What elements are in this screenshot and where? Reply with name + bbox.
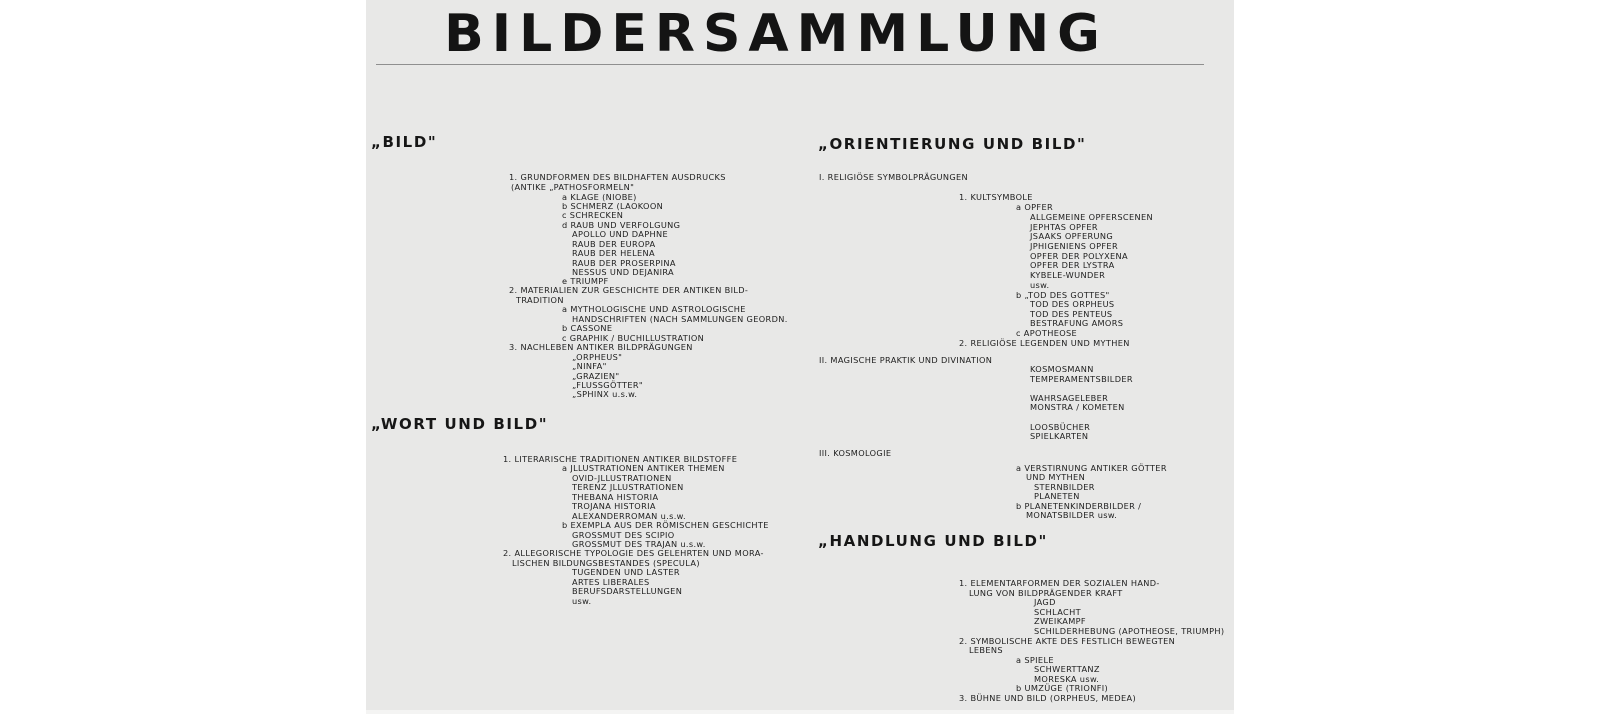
outline-item: THEBANA HISTORIA [572, 492, 659, 502]
outline-item: e TRIUMPF [562, 276, 609, 286]
section-heading: „WORT UND BILD" [371, 415, 549, 433]
outline-item: 3. NACHLEBEN ANTIKER BILDPRÄGUNGEN [509, 342, 693, 352]
outline-item: „NINFA" [572, 361, 607, 371]
outline-item: 3. BÜHNE UND BILD (ORPHEUS, MEDEA) [959, 693, 1137, 703]
outline-item: 1. KULTSYMBOLE [959, 192, 1033, 202]
outline-item: b PLANETENKINDERBILDER / [1016, 501, 1142, 511]
outline-item: II. MAGISCHE PRAKTIK UND DIVINATION [819, 355, 993, 365]
outline-item: usw. [1030, 280, 1050, 290]
outline-item: b SCHMERZ (LAOKOON [562, 201, 664, 211]
outline-item: GROSSMUT DES SCIPIO [572, 530, 675, 540]
outline-item: 1. GRUNDFORMEN DES BILDHAFTEN AUSDRUCKS [509, 172, 726, 182]
outline-item: „SPHINX u.s.w. [572, 389, 638, 399]
outline-item: TRADITION [516, 295, 564, 305]
plate-bottom-edge [366, 710, 1234, 714]
title-rule [376, 64, 1204, 65]
outline-item: b CASSONE [562, 323, 613, 333]
outline-item: TROJANA HISTORIA [572, 501, 656, 511]
page-title: BILDERSAMMLUNG [444, 4, 1108, 64]
outline-item: OVID-JLLUSTRATIONEN [572, 473, 672, 483]
outline-item: b EXEMPLA AUS DER RÖMISCHEN GESCHICHTE [562, 520, 769, 530]
outline-item: TERENZ JLLUSTRATIONEN [572, 482, 684, 492]
outline-item: usw. [572, 596, 592, 606]
outline-item: ARTES LIBERALES [572, 577, 650, 587]
outline-item: JEPHTAS OPFER [1030, 222, 1098, 232]
outline-item: 1. ELEMENTARFORMEN DER SOZIALEN HAND- [959, 578, 1160, 588]
outline-item: TEMPERAMENTSBILDER [1030, 374, 1133, 384]
document-plate [366, 0, 1234, 714]
outline-item: c GRAPHIK / BUCHILLUSTRATION [562, 333, 705, 343]
outline-item: TUGENDEN UND LASTER [572, 567, 680, 577]
outline-item: KOSMOSMANN [1030, 364, 1094, 374]
outline-item: SCHLACHT [1034, 607, 1081, 617]
outline-item: MONATSBILDER usw. [1026, 510, 1118, 520]
outline-item: d RAUB UND VERFOLGUNG [562, 220, 681, 230]
outline-item: 2. SYMBOLISCHE AKTE DES FESTLICH BEWEGTEN [959, 636, 1176, 646]
outline-item: UND MYTHEN [1026, 472, 1086, 482]
outline-item: ALEXANDERROMAN u.s.w. [572, 511, 686, 521]
outline-item: TOD DES ORPHEUS [1030, 299, 1115, 309]
outline-item: c SCHRECKEN [562, 210, 624, 220]
outline-item: I. RELIGIÖSE SYMBOLPRÄGUNGEN [819, 172, 969, 182]
outline-item: JSAAKS OPFERUNG [1030, 231, 1114, 241]
outline-item: MORESKA usw. [1034, 674, 1100, 684]
outline-item: JPHIGENIENS OPFER [1030, 241, 1118, 251]
outline-item: III. KOSMOLOGIE [819, 448, 892, 458]
outline-item: „GRAZIEN" [572, 371, 620, 381]
outline-item: b „TOD DES GOTTES" [1016, 290, 1110, 300]
outline-item: b UMZÜGE (TRIONFI) [1016, 683, 1109, 693]
outline-item: JAGD [1034, 597, 1056, 607]
outline-item: a SPIELE [1016, 655, 1054, 665]
outline-item: (ANTIKE „PATHOSFORMELN" [511, 182, 635, 192]
outline-item: SPIELKARTEN [1030, 431, 1089, 441]
outline-item: OPFER DER POLYXENA [1030, 251, 1128, 261]
section-heading: „HANDLUNG UND BILD" [818, 532, 1048, 550]
outline-item: TOD DES PENTEUS [1030, 309, 1113, 319]
section-heading: „BILD" [371, 133, 438, 151]
section-heading: „ORIENTIERUNG UND BILD" [818, 135, 1087, 153]
outline-item: SCHWERTTANZ [1034, 664, 1100, 674]
outline-item: c APOTHEOSE [1016, 328, 1078, 338]
outline-item: 2. ALLEGORISCHE TYPOLOGIE DES GELEHRTEN UND MORA- [503, 548, 764, 558]
outline-item: STERNBILDER [1034, 482, 1095, 492]
outline-item: RAUB DER HELENA [572, 248, 655, 258]
outline-item: BESTRAFUNG AMORS [1030, 318, 1124, 328]
outline-item: RAUB DER EUROPA [572, 239, 656, 249]
outline-item: a KLAGE (NIOBE) [562, 192, 637, 202]
outline-item: „FLUSSGÖTTER" [572, 380, 644, 390]
outline-item: a JLLUSTRATIONEN ANTIKER THEMEN [562, 463, 725, 473]
outline-item: a MYTHOLOGISCHE UND ASTROLOGISCHE [562, 304, 746, 314]
outline-item: LOOSBÜCHER [1030, 422, 1091, 432]
outline-item: a VERSTIRNUNG ANTIKER GÖTTER [1016, 463, 1167, 473]
outline-item: NESSUS UND DEJANIRA [572, 267, 675, 277]
outline-item: LEBENS [969, 645, 1003, 655]
outline-item: KYBELE-WUNDER [1030, 270, 1106, 280]
outline-item: 2. RELIGIÖSE LEGENDEN UND MYTHEN [959, 338, 1130, 348]
outline-item: a OPFER [1016, 202, 1054, 212]
outline-item: SCHILDERHEBUNG (APOTHEOSE, TRIUMPH) [1034, 626, 1225, 636]
outline-item: 1. LITERARISCHE TRADITIONEN ANTIKER BILDSTOFFE [503, 454, 738, 464]
outline-item: WAHRSAGELEBER [1030, 393, 1109, 403]
outline-item: HANDSCHRIFTEN (NACH SAMMLUNGEN GEORDN. [572, 314, 788, 324]
outline-item: LUNG VON BILDPRÄGENDER KRAFT [969, 588, 1123, 598]
outline-item: MONSTRA / KOMETEN [1030, 402, 1125, 412]
outline-item: „ORPHEUS" [572, 352, 623, 362]
outline-item: ALLGEMEINE OPFERSCENEN [1030, 212, 1153, 222]
outline-item: OPFER DER LYSTRA [1030, 260, 1115, 270]
outline-item: APOLLO UND DAPHNE [572, 229, 668, 239]
outline-item: GROSSMUT DES TRAJAN u.s.w. [572, 539, 706, 549]
outline-item: ZWEIKAMPF [1034, 616, 1086, 626]
outline-item: BERUFSDARSTELLUNGEN [572, 586, 683, 596]
outline-item: RAUB DER PROSERPINA [572, 258, 676, 268]
outline-item: 2. MATERIALIEN ZUR GESCHICHTE DER ANTIKEN BILD- [509, 285, 749, 295]
outline-item: PLANETEN [1034, 491, 1080, 501]
outline-item: LISCHEN BILDUNGSBESTANDES (SPECULA) [512, 558, 700, 568]
